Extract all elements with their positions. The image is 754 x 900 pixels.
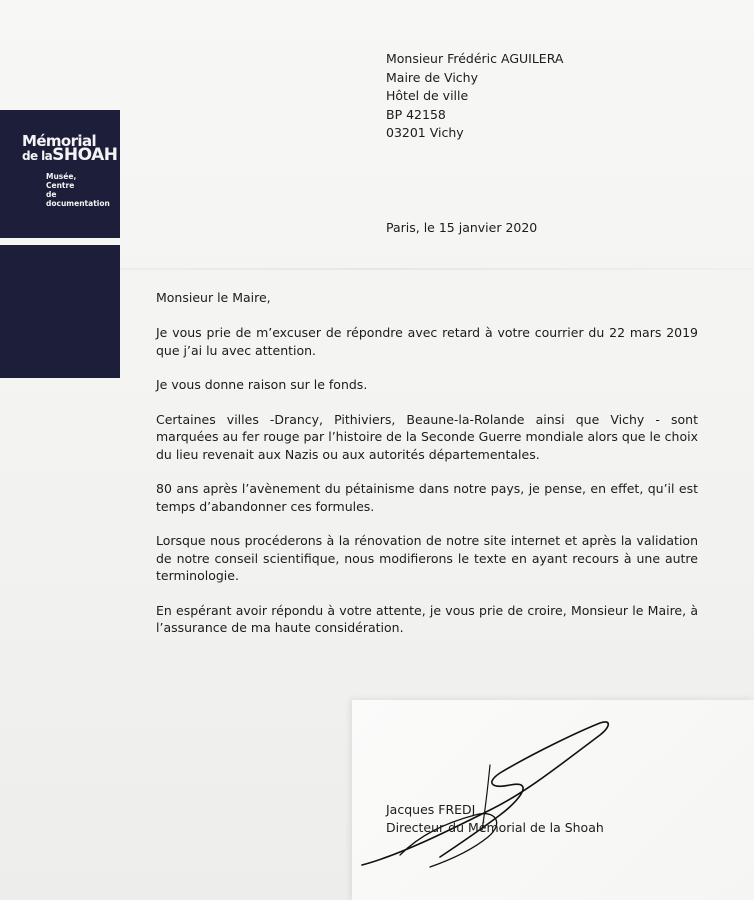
body-paragraph: 80 ans après l’avènement du pétainisme dans notre pays, je pense, en effet, qu’il est temps d’abandonner ces formules. <box>156 481 698 514</box>
recipient-line: Maire de Vichy <box>386 69 478 85</box>
logo-sub-2: Centre <box>46 181 75 190</box>
body-paragraph: Certaines villes -Drancy, Pithiviers, Beaune-la-Rolande ainsi que Vichy - sont marquées au fer rouge par l’histoire de la Seconde Guerre mondiale alors que le choix du lieu revenait aux Nazis ou aux autorités départementales. <box>156 411 698 462</box>
recipient-line: 03201 Vichy <box>386 125 464 140</box>
recipient-line: Monsieur Frédéric AGUILERA <box>386 51 564 66</box>
logo-line-1: Mémorial <box>22 132 97 150</box>
body-paragraph: Je vous prie de m’excuser de répondre avec retard à votre courrier du 22 mars 2019 que j’ai lu avec attention. <box>156 325 698 358</box>
body-paragraph: En espérant avoir répondu à votre attente, je vous prie de croire, Monsieur le Maire, à l’assurance de ma haute considération. <box>156 602 698 635</box>
memorial-logo <box>0 110 120 238</box>
body-paragraph: Lorsque nous procéderons à la rénovation de notre site internet et après la validation de notre conseil scientifique, nous modifierons le texte en ayant recours à une autre terminologie. <box>156 533 698 583</box>
recipient-line: BP 42158 <box>386 106 446 122</box>
salutation: Monsieur le Maire, <box>156 290 271 305</box>
letter-body <box>156 324 698 654</box>
logo-line-2b: SHOAH <box>52 145 118 165</box>
logo-sub-3: de documentation <box>46 190 110 208</box>
logo-line-2a: de la <box>22 149 53 163</box>
logo-lower-block <box>0 245 120 378</box>
signatory-title: Directeur du Mémorial de la Shoah <box>386 820 604 835</box>
body-paragraph: Je vous donne raison sur le fonds. <box>156 377 368 392</box>
handwritten-signature <box>360 705 620 890</box>
logo-subtitle <box>46 172 120 208</box>
recipient-address <box>386 50 563 143</box>
signatory-name: Jacques FREDJ <box>386 802 476 817</box>
logo-title <box>22 134 117 163</box>
logo-line-2 <box>22 145 118 165</box>
recipient-line: Hôtel de ville <box>386 88 469 103</box>
signatory-block <box>386 801 604 837</box>
letter-date: Paris, le 15 janvier 2020 <box>386 220 538 235</box>
logo-sub-1: Musée, <box>46 172 77 181</box>
